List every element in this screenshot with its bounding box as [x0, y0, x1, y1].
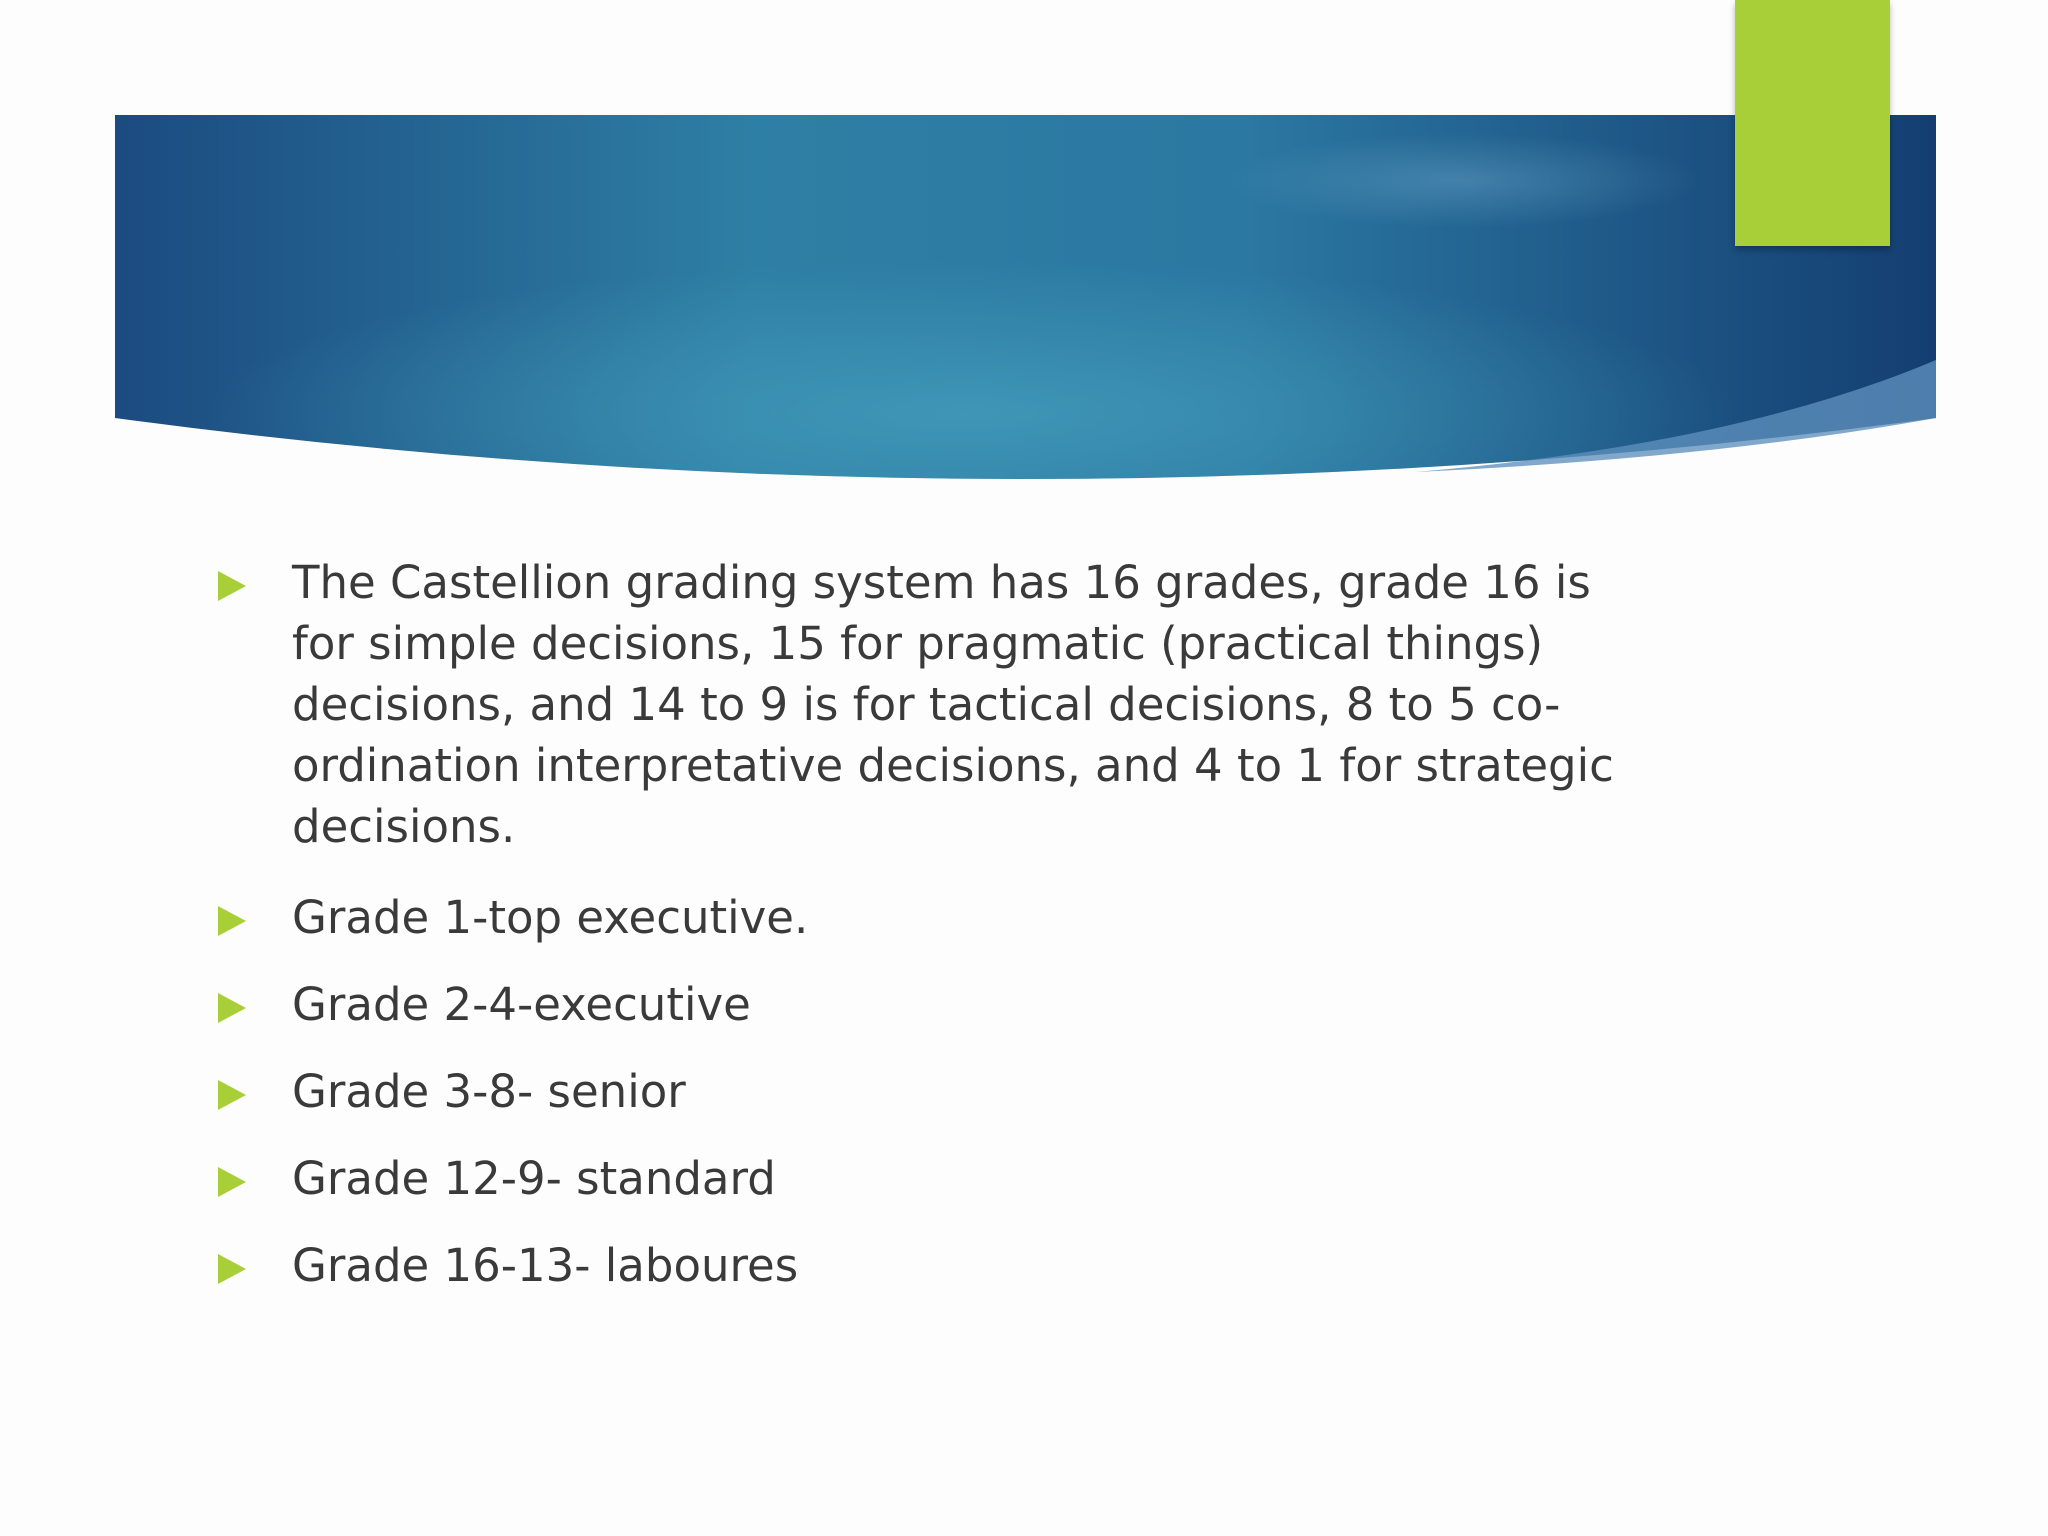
triangle-bullet-icon [218, 906, 246, 936]
bullet-item-grade-12-9 [214, 1148, 1654, 1209]
triangle-bullet-icon [218, 571, 246, 601]
triangle-bullet-icon [218, 993, 246, 1023]
bullet-text: Grade 16-13- laboures [292, 1239, 799, 1292]
bullet-text: Grade 2-4-executive [292, 978, 751, 1031]
triangle-bullet-icon [218, 1080, 246, 1110]
bullet-item-grading-system [214, 552, 1662, 857]
bullet-item-grade-2-4 [214, 974, 1654, 1035]
bullet-text: Grade 3-8- senior [292, 1065, 686, 1118]
bullet-item-grade-3-8 [214, 1061, 1654, 1122]
bullet-item-grade-1 [214, 887, 1654, 948]
green-accent-tab [1735, 0, 1890, 246]
bullet-text: Grade 12-9- standard [292, 1152, 776, 1205]
bullet-list [214, 552, 1654, 1322]
triangle-bullet-icon [218, 1167, 246, 1197]
bullet-text: Grade 1-top executive. [292, 891, 809, 944]
header-banner [115, 115, 1936, 480]
bullet-text: The Castellion grading system has 16 grades, grade 16 is for simple decisions, 15 for pragmatic (practical things) decisions, and 14 to 9 is for tactical decisions, 8 to 5 co-ordination interpretative decisions, and 4 to 1 for strategic decisions. [292, 556, 1614, 853]
triangle-bullet-icon [218, 1254, 246, 1284]
bullet-item-grade-16-13 [214, 1235, 1654, 1296]
